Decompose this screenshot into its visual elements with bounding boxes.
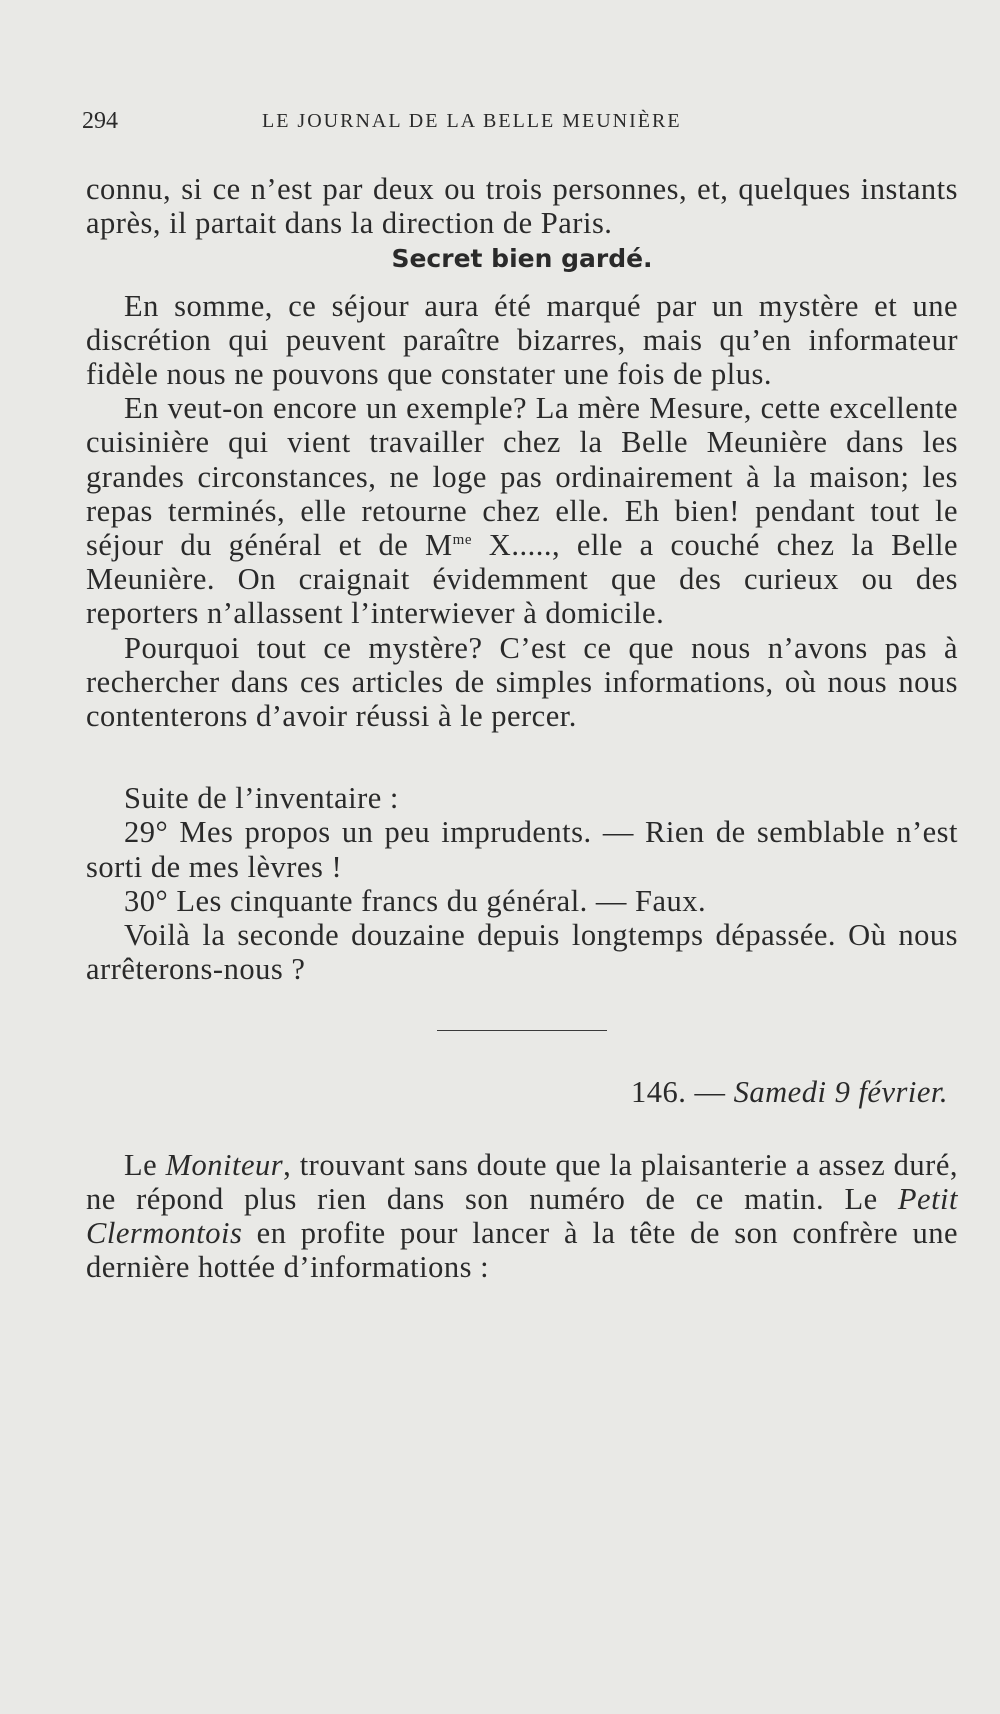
entry-date: Samedi 9 février.	[733, 1075, 948, 1110]
paragraph-mystere: Pourquoi tout ce mystère? C’est ce que nous n’avons pas à rechercher dans ces articles de simples informations, où nous nous contenterons d’avoir réussi à le percer.	[86, 630, 958, 734]
inventory-item-30: 30° Les cinquante francs du général. — Faux.	[124, 883, 707, 918]
paragraph-moniteur: Le Moniteur, trouvant sans doute que la plaisanterie a assez duré, ne répond plus rien dans son numéro de ce matin. Le Petit Clermontois en profite pour lancer à la tête de son confrère une dernière hottée d’informations :	[86, 1147, 959, 1285]
paragraph-somme: En somme, ce séjour aura été marqué par un mystère et une discrétion qui peuvent paraître bizarres, mais qu’en informateur fidèle nous ne pouvons que constater une fois de plus.	[86, 288, 958, 392]
page-number: 294	[82, 108, 118, 134]
entry-number: 146. —	[631, 1075, 734, 1110]
section-subheading: Secret bien gardé.	[391, 244, 653, 274]
inventory-item-29: 29° Mes propos un peu imprudents. — Rien de semblable n’est sorti de mes lèvres !	[86, 815, 958, 884]
running-title: LE JOURNAL DE LA BELLE MEUNIÈRE	[262, 110, 682, 132]
title-moniteur: Moniteur	[165, 1147, 284, 1182]
superscript-me: me	[452, 531, 472, 548]
paragraph-exemple: En veut-on encore un exemple? La mère Mesure, cette excellente cuisinière qui vient travailler chez la Belle Meunière dans les grandes circonstances, ne loge pas ordinairement à la maison; les repas terminés, elle retourne chez elle. Eh bien! pendant tout le séjour du général et de $M^{me}$ X....., elle a couché chez la Belle Meunière. On craignait évidemment que des curieux ou des reporters n’allassent l’interwiever à domicile.	[86, 391, 958, 631]
page-body	[86, 172, 958, 1284]
title-petit-clermontois: Petit Clermontois	[86, 1181, 958, 1251]
paragraph-douzaine: Voilà la seconde douzaine depuis longtemps dépassée. Où nous arrêterons-nous ?	[86, 918, 958, 987]
entry-heading	[86, 1075, 958, 1109]
paragraph-inventaire: Suite de l’inventaire :	[124, 781, 399, 816]
section-divider	[437, 1030, 607, 1031]
paragraph-continued: connu, si ce n’est par deux ou trois personnes, et, quelques instants après, il partait dans la direction de Paris.	[86, 172, 958, 241]
